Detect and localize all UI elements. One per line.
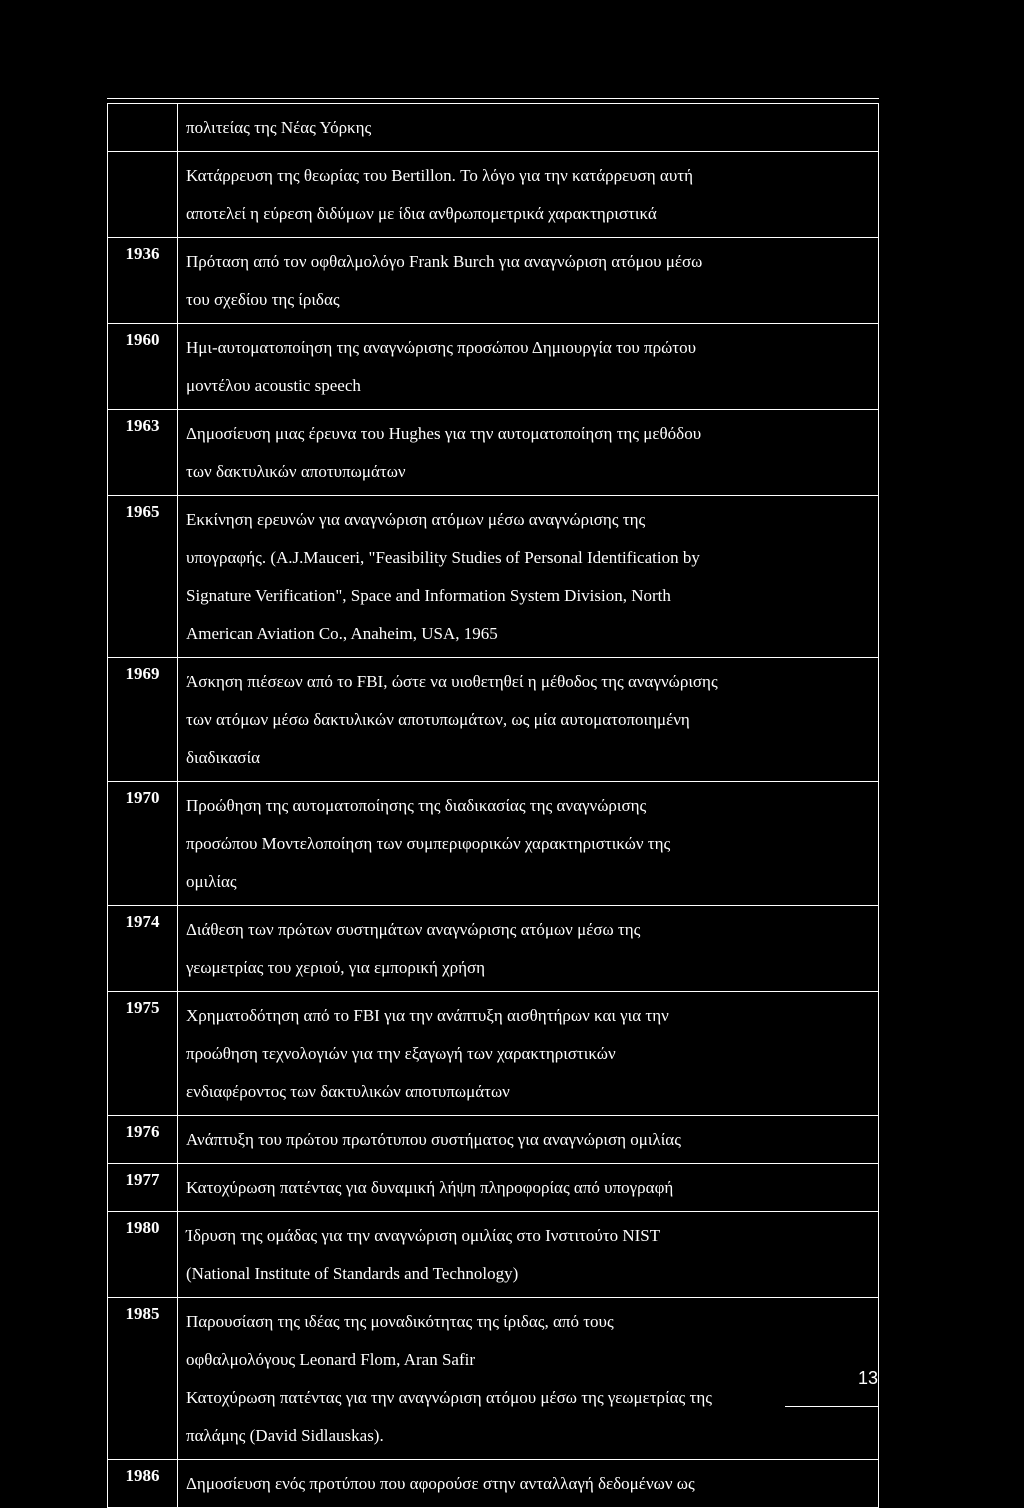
top-rule — [107, 98, 879, 99]
timeline-row — [108, 906, 879, 992]
year-cell: 1969 — [108, 658, 178, 782]
timeline-row — [108, 104, 879, 152]
event-description-line: προσώπου Μοντελοποίηση των συμπεριφορικών χαρακτηριστικών της — [186, 834, 671, 853]
event-description-line: Ανάπτυξη του πρώτου πρωτότυπου συστήματος για αναγνώριση ομιλίας — [186, 1130, 681, 1149]
timeline-row — [108, 324, 879, 410]
event-description-line: γεωμετρίας του χεριού, για εμπορική χρήση — [186, 958, 486, 977]
year-cell: 1986 — [108, 1460, 178, 1508]
event-description-line: Προώθηση της αυτοματοποίησης της διαδικασίας της αναγνώρισης — [186, 796, 647, 815]
year-cell: 1980 — [108, 1212, 178, 1298]
event-description-cell — [178, 1460, 879, 1508]
timeline-row — [108, 152, 879, 238]
timeline-row — [108, 496, 879, 658]
event-description-line: Κατάρρευση της θεωρίας του Bertillon. Το λόγο για την κατάρρευση αυτή — [186, 166, 693, 185]
timeline-row — [108, 238, 879, 324]
event-description-cell — [178, 1116, 879, 1164]
timeline-row — [108, 1164, 879, 1212]
page-number: 13 — [857, 1368, 878, 1388]
year-cell: 1965 — [108, 496, 178, 658]
event-description-line: μοντέλου acoustic speech — [186, 376, 361, 395]
year-cell — [108, 104, 178, 152]
event-description-line: των δακτυλικών αποτυπωμάτων — [186, 462, 406, 481]
event-description-cell — [178, 782, 879, 906]
event-description-line: Κατοχύρωση πατέντας για την αναγνώριση ατόμου μέσω της γεωμετρίας της — [186, 1388, 712, 1407]
event-description-line: Δημοσίευση ενός προτύπου που αφορούσε στην ανταλλαγή δεδομένων ως — [186, 1474, 695, 1493]
event-description-cell — [178, 238, 879, 324]
event-description-cell — [178, 1212, 879, 1298]
timeline-body — [108, 104, 879, 1508]
event-description-line: Διάθεση των πρώτων συστημάτων αναγνώρισης ατόμων μέσω της — [186, 920, 641, 939]
event-description-cell — [178, 1164, 879, 1212]
event-description-cell — [178, 152, 879, 238]
timeline-row — [108, 1460, 879, 1508]
event-description-line: οφθαλμολόγους Leonard Flom, Aran Safir — [186, 1350, 475, 1369]
event-description-line: πολιτείας της Νέας Υόρκης — [186, 118, 372, 137]
timeline-row — [108, 1212, 879, 1298]
event-description-line: παλάμης (David Sidlauskas). — [186, 1426, 384, 1445]
timeline-row — [108, 992, 879, 1116]
event-description-line: Ίδρυση της ομάδας για την αναγνώριση ομιλίας στο Ινστιτούτο NIST — [186, 1226, 661, 1245]
event-description-cell — [178, 410, 879, 496]
year-cell: 1975 — [108, 992, 178, 1116]
event-description-line: προώθηση τεχνολογιών για την εξαγωγή των χαρακτηριστικών — [186, 1044, 616, 1063]
year-cell: 1963 — [108, 410, 178, 496]
event-description-line: διαδικασία — [186, 748, 261, 767]
timeline-row — [108, 1116, 879, 1164]
event-description-line: Άσκηση πιέσεων από το FBI, ώστε να υιοθετηθεί η μέθοδος της αναγνώρισης — [186, 672, 718, 691]
event-description-line: Χρηματοδότηση από το FBI για την ανάπτυξη αισθητήρων και για την — [186, 1006, 669, 1025]
event-description-line: American Aviation Co., Anaheim, USA, 1965 — [186, 624, 498, 643]
event-description-line: Δημοσίευση μιας έρευνα του Hughes για την αυτοματοποίηση της μεθόδου — [186, 424, 702, 443]
event-description-line: υπογραφής. (A.J.Mauceri, "Feasibility Studies of Personal Identification by — [186, 548, 700, 567]
year-cell: 1985 — [108, 1298, 178, 1460]
event-description-line: Εκκίνηση ερευνών για αναγνώριση ατόμων μέσω αναγνώρισης της — [186, 510, 646, 529]
event-description-line: ομιλίας — [186, 872, 237, 891]
event-description-line: Signature Verification", Space and Information System Division, North — [186, 586, 671, 605]
event-description-cell — [178, 906, 879, 992]
year-cell: 1960 — [108, 324, 178, 410]
timeline-row — [108, 658, 879, 782]
year-cell: 1977 — [108, 1164, 178, 1212]
event-description-line: ενδιαφέροντος των δακτυλικών αποτυπωμάτων — [186, 1082, 510, 1101]
year-cell — [108, 152, 178, 238]
event-description-cell — [178, 496, 879, 658]
event-description-line: Παρουσίαση της ιδέας της μοναδικότητας της ίριδας, από τους — [186, 1312, 614, 1331]
event-description-cell — [178, 658, 879, 782]
footer-rule — [785, 1406, 878, 1407]
event-description-cell — [178, 992, 879, 1116]
event-description-line: Πρόταση από τον οφθαλμολόγο Frank Burch για αναγνώριση ατόμου μέσω — [186, 252, 703, 271]
timeline-row — [108, 782, 879, 906]
event-description-line: των ατόμων μέσω δακτυλικών αποτυπωμάτων, ως μία αυτοματοποιημένη — [186, 710, 690, 729]
event-description-line: αποτελεί η εύρεση διδύμων με ίδια ανθρωπομετρικά χαρακτηριστικά — [186, 204, 657, 223]
event-description-line: Ημι-αυτοματοποίηση της αναγνώρισης προσώπου Δημιουργία του πρώτου — [186, 338, 697, 357]
year-cell: 1976 — [108, 1116, 178, 1164]
year-cell: 1974 — [108, 906, 178, 992]
event-description-cell — [178, 1298, 879, 1460]
event-description-line: του σχεδίου της ίριδας — [186, 290, 340, 309]
timeline-row — [108, 1298, 879, 1460]
timeline-row — [108, 410, 879, 496]
event-description-cell — [178, 104, 879, 152]
event-description-cell — [178, 324, 879, 410]
year-cell: 1970 — [108, 782, 178, 906]
event-description-line: (National Institute of Standards and Technology) — [186, 1264, 519, 1283]
year-cell: 1936 — [108, 238, 178, 324]
biometrics-timeline-table — [107, 103, 879, 1508]
event-description-line: Κατοχύρωση πατέντας για δυναμική λήψη πληροφορίας από υπογραφή — [186, 1178, 674, 1197]
